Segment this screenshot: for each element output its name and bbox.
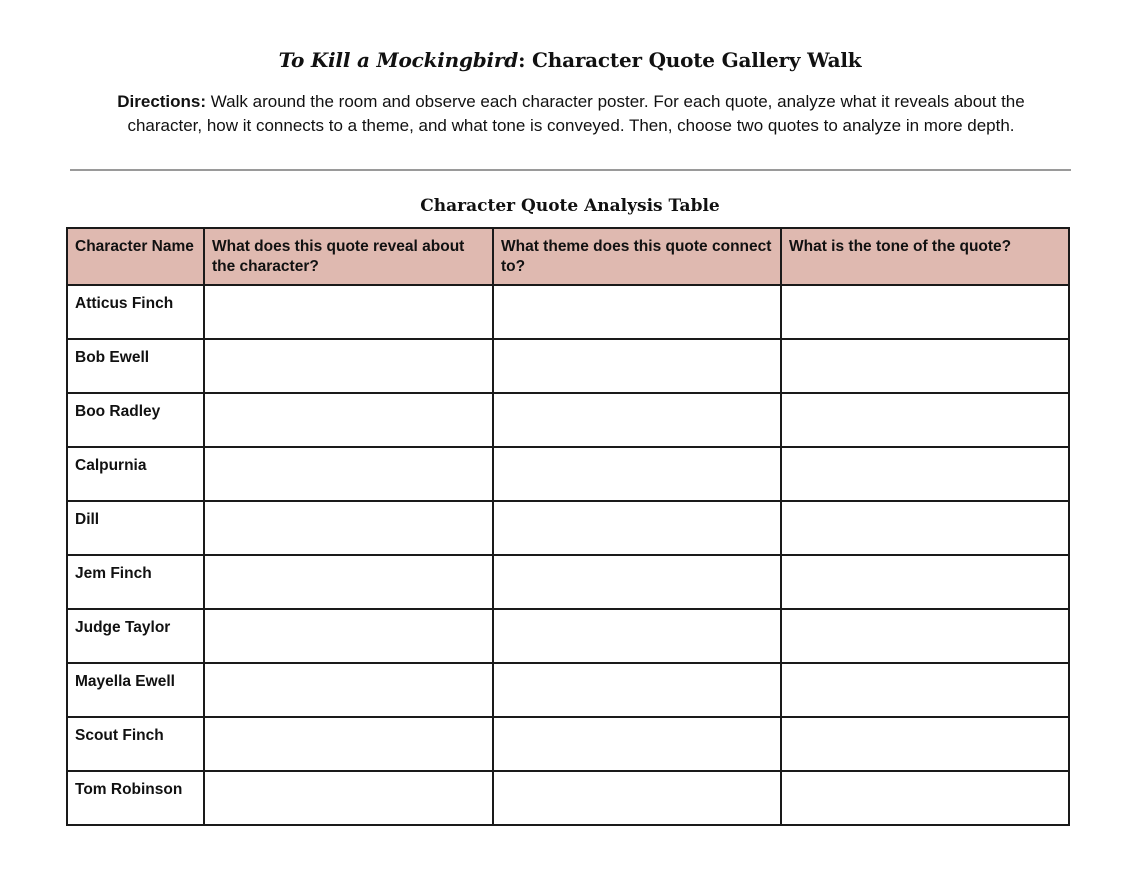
theme-cell[interactable]: [493, 501, 781, 555]
tone-cell[interactable]: [781, 447, 1069, 501]
character-name-cell: Jem Finch: [67, 555, 204, 609]
theme-cell[interactable]: [493, 393, 781, 447]
theme-cell[interactable]: [493, 609, 781, 663]
tone-cell[interactable]: [781, 771, 1069, 825]
table-row: [67, 501, 1069, 555]
table-title: Character Quote Analysis Table: [420, 196, 720, 216]
reveal-cell[interactable]: [204, 771, 493, 825]
column-header-reveal: What does this quote reveal about the character?: [204, 228, 493, 285]
column-header-character: Character Name: [67, 228, 204, 285]
book-title: To Kill a Mockingbird: [278, 48, 519, 72]
reveal-cell[interactable]: [204, 339, 493, 393]
column-header-tone: What is the tone of the quote?: [781, 228, 1069, 285]
reveal-cell[interactable]: [204, 609, 493, 663]
theme-cell[interactable]: [493, 555, 781, 609]
column-header-theme: What theme does this quote connect to?: [493, 228, 781, 285]
tone-cell[interactable]: [781, 285, 1069, 339]
character-name-cell: Judge Taylor: [67, 609, 204, 663]
directions-text: Walk around the room and observe each character poster. For each quote, analyze what it reveals about the character, how it connects to a theme, and what tone is conveyed. Then, choose two quotes to analyze in more depth.: [127, 92, 1025, 135]
theme-cell[interactable]: [493, 717, 781, 771]
reveal-cell[interactable]: [204, 447, 493, 501]
character-name-cell: Boo Radley: [67, 393, 204, 447]
directions: [78, 90, 1064, 138]
table-row: [67, 663, 1069, 717]
tone-cell[interactable]: [781, 717, 1069, 771]
reveal-cell[interactable]: [204, 393, 493, 447]
character-name-cell: Dill: [67, 501, 204, 555]
tone-cell[interactable]: [781, 663, 1069, 717]
table-row: [67, 555, 1069, 609]
tone-cell[interactable]: [781, 339, 1069, 393]
theme-cell[interactable]: [493, 339, 781, 393]
theme-cell[interactable]: [493, 663, 781, 717]
table-row: [67, 285, 1069, 339]
table-row: [67, 771, 1069, 825]
table-row: [67, 717, 1069, 771]
theme-cell[interactable]: [493, 285, 781, 339]
table-row: [67, 609, 1069, 663]
divider: [70, 169, 1071, 171]
reveal-cell[interactable]: [204, 717, 493, 771]
theme-cell[interactable]: [493, 771, 781, 825]
reveal-cell[interactable]: [204, 285, 493, 339]
character-name-cell: Atticus Finch: [67, 285, 204, 339]
page-title: [0, 46, 1140, 74]
reveal-cell[interactable]: [204, 663, 493, 717]
table-row: [67, 339, 1069, 393]
reveal-cell[interactable]: [204, 555, 493, 609]
character-name-cell: Bob Ewell: [67, 339, 204, 393]
tone-cell[interactable]: [781, 609, 1069, 663]
character-quote-table: [66, 227, 1070, 826]
table-row: [67, 393, 1069, 447]
character-name-cell: Tom Robinson: [67, 771, 204, 825]
tone-cell[interactable]: [781, 501, 1069, 555]
tone-cell[interactable]: [781, 555, 1069, 609]
character-name-cell: Scout Finch: [67, 717, 204, 771]
tone-cell[interactable]: [781, 393, 1069, 447]
theme-cell[interactable]: [493, 447, 781, 501]
directions-label: Directions:: [117, 92, 207, 111]
title-subtitle: : Character Quote Gallery Walk: [518, 48, 862, 72]
table-row: [67, 447, 1069, 501]
reveal-cell[interactable]: [204, 501, 493, 555]
character-name-cell: Mayella Ewell: [67, 663, 204, 717]
table-header-row: [67, 228, 1069, 285]
character-name-cell: Calpurnia: [67, 447, 204, 501]
